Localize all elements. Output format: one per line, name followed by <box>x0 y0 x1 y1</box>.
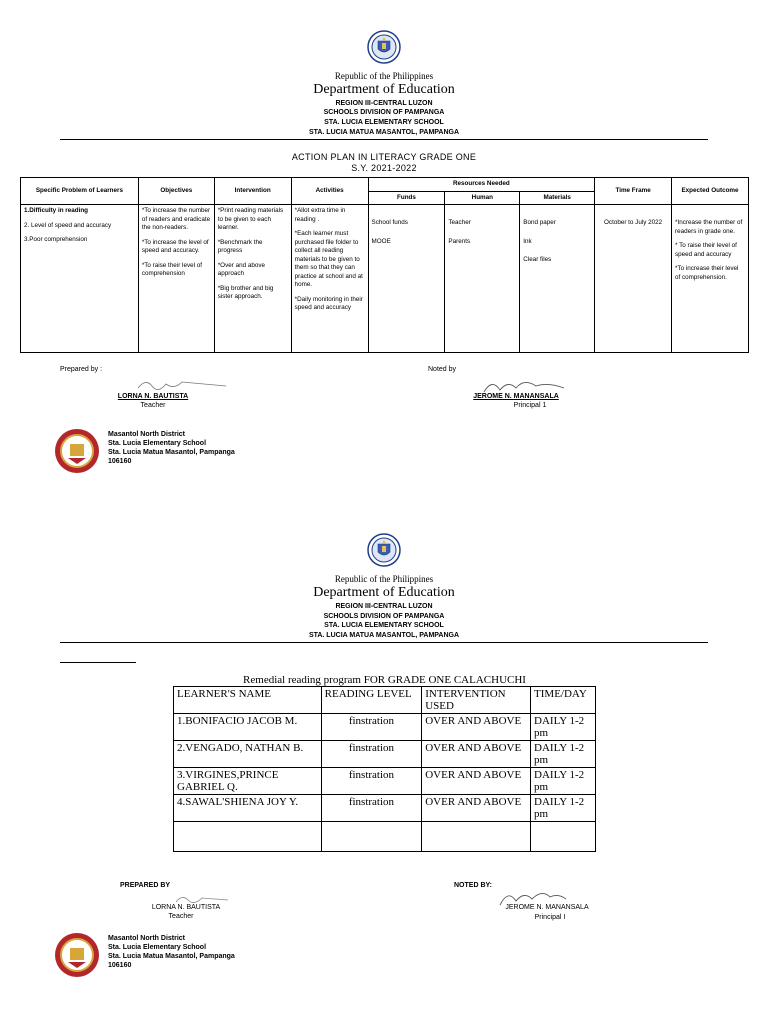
action-plan-table <box>20 177 749 353</box>
school-line: STA. LUCIA ELEMENTARY SCHOOL <box>324 119 444 126</box>
objective-item: *To increase the number of readers and eradicate the non-readers. <box>141 207 211 231</box>
learner-name: 2.VENGADO, NATHAN B. <box>174 741 322 768</box>
division-line: SCHOOLS DIVISION OF PAMPANGA <box>323 109 445 116</box>
funds-cell <box>368 205 445 353</box>
school-seal-2 <box>54 932 100 978</box>
address-line-2: STA. LUCIA MATUA MASANTOL, PAMPANGA <box>308 632 460 639</box>
reading-level <box>321 822 422 852</box>
fund-item: School funds <box>371 219 408 226</box>
table-row <box>174 795 596 822</box>
intervention-used <box>422 822 531 852</box>
time-frame-value: October to July 2022 <box>604 219 663 226</box>
time-day: DAILY 1-2 pm <box>531 741 596 768</box>
intervention-item: *Benchmark the progress <box>217 238 263 254</box>
school-line-2: STA. LUCIA ELEMENTARY SCHOOL <box>324 622 444 629</box>
material-item: Bond paper <box>523 219 556 226</box>
time-frame-cell <box>595 205 672 353</box>
objectives-cell <box>138 205 214 353</box>
teacher-role: Teacher <box>140 402 166 409</box>
noted-by-label: Noted by <box>428 366 457 373</box>
prepared-by-label: Prepared by : <box>60 366 103 373</box>
problems-cell <box>21 205 139 353</box>
reading-level: finstration <box>321 741 422 768</box>
region-line: REGION III-CENTRAL LUZON <box>335 100 433 107</box>
principal-role: Principal 1 <box>513 402 547 409</box>
col-resources: Resources Needed <box>368 178 595 192</box>
footer-district: Masantol North District <box>108 431 186 438</box>
teacher-name: LORNA N. BAUTISTA <box>117 393 189 400</box>
human-item: Parents <box>448 237 471 245</box>
outcome-item: *Increase the number of readers in grade one. <box>675 219 743 235</box>
table-row <box>174 768 596 795</box>
outcome-item: * To raise their level of speed and accuracy <box>675 242 737 258</box>
table-row <box>174 741 596 768</box>
teacher-signature <box>130 376 230 394</box>
activity-item: *Daily monitoring in their speed and accuracy <box>294 295 363 311</box>
col-reading-level: READING LEVEL <box>321 687 422 714</box>
teacher-name-2: LORNA N. BAUTISTA <box>151 904 221 911</box>
learner-name: 4.SAWAL'SHIENA JOY Y. <box>174 795 322 822</box>
header-divider <box>60 139 708 140</box>
short-rule <box>60 662 136 663</box>
department-title: Department of Education <box>313 82 455 97</box>
activities-cell <box>291 205 368 353</box>
col-time-frame: Time Frame <box>595 178 672 205</box>
footer-school-2: Sta. Lucia Elementary School <box>108 944 207 951</box>
problem-item: 3.Poor comprehension <box>24 236 88 243</box>
col-outcome: Expected Outcome <box>672 178 749 205</box>
intervention-item: *Big brother and big sister approach. <box>217 284 274 300</box>
time-day: DAILY 1-2 pm <box>531 795 596 822</box>
objective-item: *To raise their level of comprehension <box>141 261 203 277</box>
materials-cell <box>520 205 595 353</box>
human-item: Teacher <box>448 219 471 226</box>
col-materials: Materials <box>520 191 595 205</box>
learner-name <box>174 822 322 852</box>
intervention-used: OVER AND ABOVE <box>422 768 531 795</box>
time-day: DAILY 1-2 pm <box>531 714 596 741</box>
col-human: Human <box>445 191 520 205</box>
time-day <box>531 822 596 852</box>
activity-item: *Allot extra time in reading . <box>294 207 346 223</box>
deped-seal-2 <box>367 533 401 567</box>
prepared-by-label-2: PREPARED BY <box>120 882 171 889</box>
human-cell <box>445 205 520 353</box>
deped-seal <box>367 30 401 64</box>
col-time-day: TIME/DAY <box>531 687 596 714</box>
principal-name: JEROME N. MANANSALA <box>473 393 559 400</box>
action-plan-title: ACTION PLAN IN LITERACY GRADE ONE <box>291 152 477 162</box>
table-row <box>174 714 596 741</box>
col-intervention-used: INTERVENTION USED <box>422 687 531 714</box>
intervention-item: *Over and above approach <box>217 261 265 277</box>
col-funds: Funds <box>368 191 445 205</box>
remedial-title: Remedial reading program FOR GRADE ONE CALACHUCHI <box>243 674 526 686</box>
interventions-cell <box>214 205 291 353</box>
col-intervention: Intervention <box>214 178 291 205</box>
material-item: Ink <box>523 237 532 245</box>
col-activities: Activities <box>291 178 368 205</box>
footer-block <box>108 430 235 466</box>
school-seal <box>54 428 100 474</box>
problem-item: 1.Difficulty in reading <box>24 207 89 214</box>
outcomes-cell <box>672 205 749 353</box>
remedial-table <box>173 686 596 852</box>
intervention-item: *Print reading materials to be given to each learner. <box>217 207 284 231</box>
school-year: S.Y. 2021-2022 <box>351 163 417 173</box>
principal-name-2: JEROME N. MANANSALA <box>505 904 589 911</box>
principal-role-2: Principal I <box>534 914 566 921</box>
material-item: Clear files <box>523 256 552 263</box>
col-objectives: Objectives <box>138 178 214 205</box>
reading-level: finstration <box>321 714 422 741</box>
footer-school: Sta. Lucia Elementary School <box>108 440 207 447</box>
republic-line-2: Republic of the Philippines <box>334 574 434 584</box>
footer-block-2 <box>108 934 235 970</box>
problem-item: 2. Level of speed and accuracy <box>24 221 112 229</box>
department-title-2: Department of Education <box>313 585 455 600</box>
learner-name: 1.BONIFACIO JACOB M. <box>174 714 322 741</box>
noted-by-label-2: NOTED BY: <box>454 882 492 889</box>
region-line-2: REGION III-CENTRAL LUZON <box>335 603 433 610</box>
intervention-used: OVER AND ABOVE <box>422 714 531 741</box>
time-day: DAILY 1-2 pm <box>531 768 596 795</box>
col-learner-name: LEARNER'S NAME <box>174 687 322 714</box>
learner-name: 3.VIRGINES,PRINCE GABRIEL Q. <box>174 768 322 795</box>
objective-item: *To increase the level of speed and accuracy. <box>141 238 209 254</box>
footer-address: Sta. Lucia Matua Masantol, Pampanga <box>108 449 235 456</box>
teacher-role-2: Teacher <box>168 913 194 920</box>
outcome-item: *To increase their level of comprehension. <box>675 265 739 281</box>
intervention-used: OVER AND ABOVE <box>422 795 531 822</box>
footer-district-2: Masantol North District <box>108 935 186 942</box>
header-divider-2 <box>60 642 708 643</box>
republic-line: Republic of the Philippines <box>334 71 434 81</box>
footer-address-2: Sta. Lucia Matua Masantol, Pampanga <box>108 953 235 960</box>
col-problem: Specific Problem of Learners <box>21 178 139 205</box>
address-line: STA. LUCIA MATUA MASANTOL, PAMPANGA <box>308 129 460 136</box>
footer-id-2: 106160 <box>108 962 132 969</box>
reading-level: finstration <box>321 768 422 795</box>
footer-id: 106160 <box>108 458 132 465</box>
table-row <box>174 822 596 852</box>
intervention-used: OVER AND ABOVE <box>422 741 531 768</box>
activity-item: *Each learner must purchased file folder to collect all reading materials to be given to them so that they can practice at school and at home. <box>294 230 363 288</box>
fund-item: MOOE <box>371 237 391 245</box>
division-line-2: SCHOOLS DIVISION OF PAMPANGA <box>323 613 445 620</box>
reading-level: finstration <box>321 795 422 822</box>
